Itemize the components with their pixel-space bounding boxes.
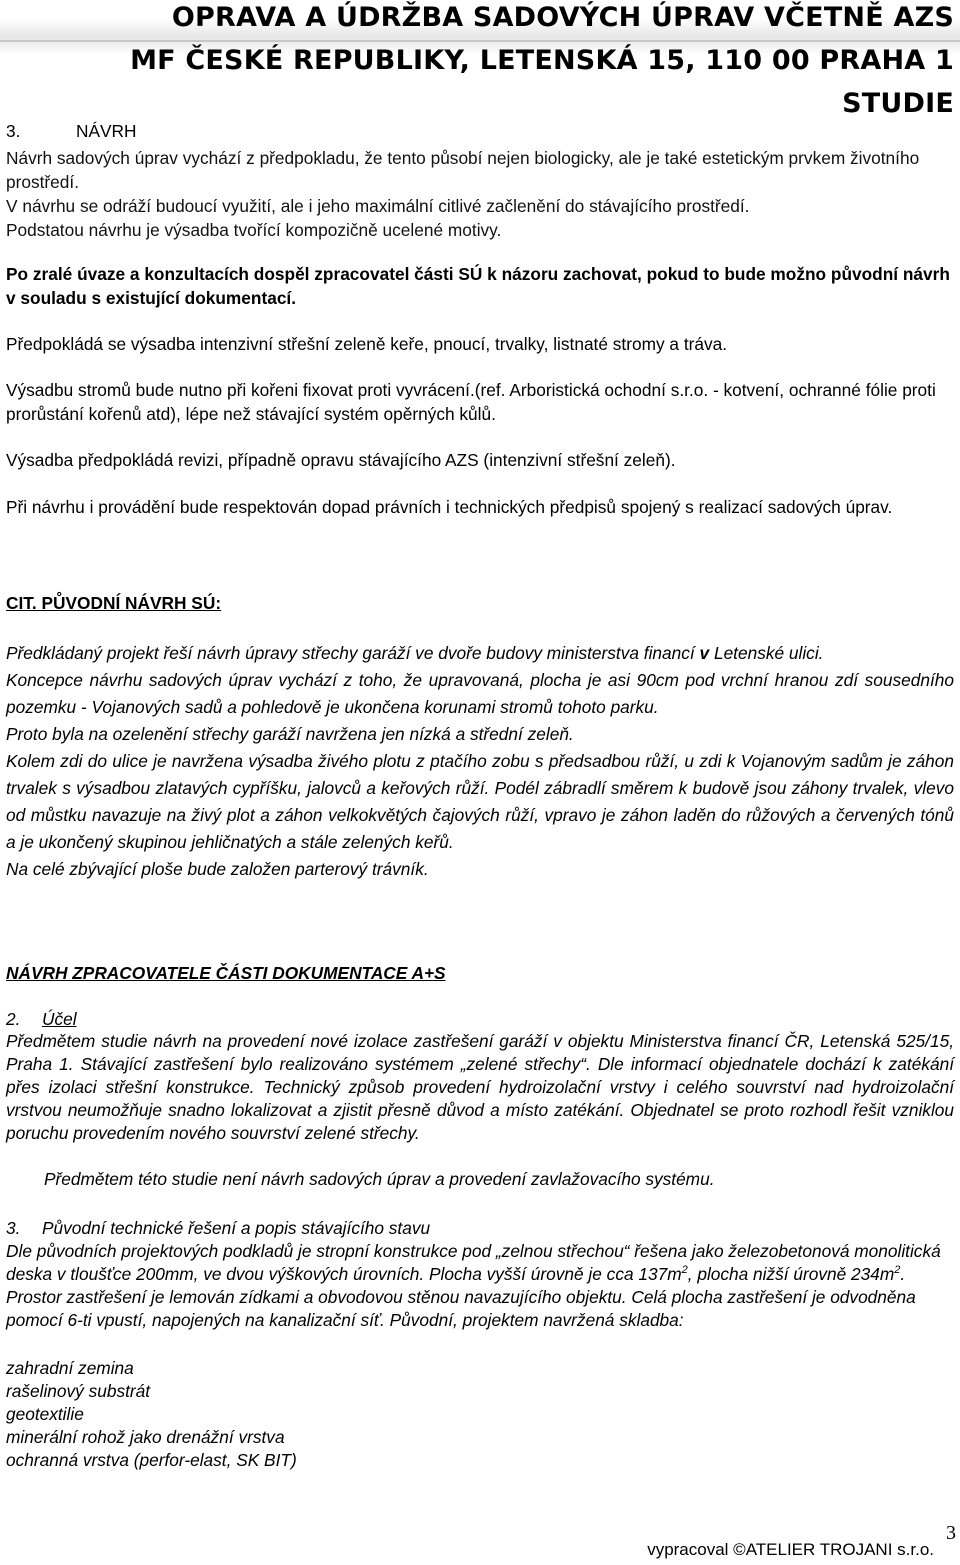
subsection-2-body: Předmětem studie návrh na provedení nové izolace zastřešení garáží v objektu Ministerstva financí ČR, Letenská 525/15, Praha 1. Stávající zastřešení bylo realizováno systémem „zelené střechy“. Dle informací objednatele dochází k zatékání přes izolaci střešní konstrukce. Technický způsob provedení hydroizolační vrstvy i celého souvrství nad hydroizolační vrstvou neumožňuje snadno lokalizovat a zjistit přesně důvod a místo zatékání. Objednatel se proto rozhodl řešit vzniklou poruchu provedením nového souvrství zelené střechy. [6,1031,954,1143]
text: , plocha nižší úrovně 234m [687,1264,895,1284]
subsection-title: Původní technické řešení a popis stávajícího stavu [42,1218,431,1238]
paragraph-bold: Po zralé úvaze a konzultacích dospěl zpracovatel části SÚ k názoru zachovat, pokud to bude možno původní návrh v souladu s existující dokumentací. [6,264,950,308]
paragraph: V návrhu se odráží budoucí využití, ale i jeho maximální citlivé začlenění do stávajícího prostředí. [6,196,750,216]
layer-item: minerální rohož jako drenážní vrstva [6,1427,285,1447]
cit-paragraph: Proto byla na ozelenění střechy garáží navržena jen nízká a střední zeleň. [6,724,574,744]
section-navrh-body [6,146,954,242]
layer-item: zahradní zemina [6,1358,134,1378]
cit-paragraph: Kolem zdi do ulice je navržena výsadba živého plotu z ptačího zobu s předsadbou růží, u zdi k Vojanovým sadům je záhon trvalek s výsadbou zlatavých cypříšku, jalovců a keřových růží. Podél zábradlí směrem k budově jsou záhony trvalek, vlevo od můstku navazuje na živý plot a záhon velkokvětých čajových růží, vpravo je záhon laděn do růžových a červených tónů a je ukončený skupinou jehličnatých a stále zelených keřů. [6,751,954,852]
text: Dle původních projektových podkladů je stropní konstrukce pod „zelnou střechou“ řešena jako železobetonová monolitická deska v tloušťce 200mm, ve dvou výškových úrovních. Plocha vyšší úrovně je cca 137m [6,1241,941,1284]
section-title: NÁVRH [76,121,137,141]
subsection-3-body [6,1240,954,1332]
page-header [0,0,960,92]
paragraph: Předpokládá se výsadba intenzivní střešní zeleně keře, pnoucí, trvalky, listnaté stromy a tráva. [6,334,728,354]
subsection-3-heading [6,1217,954,1239]
paragraph: Podstatou návrhu je výsadba tvořící kompozičně ucelené motivy. [6,220,502,240]
paragraph: Návrh sadových úprav vychází z předpokladu, že tento působí nejen biologicky, ale je také estetickým prvkem životního prostředí. [6,148,920,192]
paragraph: Výsadbu stromů bude nutno při kořeni fixovat proti vyvrácení.(ref. Arboristická ochodní s.r.o. - kotvení, ochranné fólie proti prorůstání kořenů atd), lépe než stávající systém opěrných kůlů. [6,380,936,424]
text: . Prostor zastřešení je lemován zídkami a obvodovou stěnou navazujícího objektu. Celá plocha zastřešení je odvodněna pomocí 6-ti vpustí, napojených na kanalizační síť. Původní, projektem navržená skladba: [6,1264,916,1330]
header-title-line2: MF ČESKÉ REPUBLIKY, LETENSKÁ 15, 110 00 PRAHA 1 [130,45,954,76]
cit-paragraph [6,640,954,667]
header-title-line1: OPRAVA A ÚDRŽBA SADOVÝCH ÚPRAV VČETNĚ AZS [171,2,954,33]
layer-item: geotextilie [6,1404,84,1424]
cit-title: CIT. PŮVODNÍ NÁVRH SÚ: [6,593,222,613]
section-number: 3. [6,121,21,141]
paragraph: Při návrhu i provádění bude respektován dopad právních i technických předpisů spojený s realizací sadových úprav. [6,497,893,517]
cit-title-wrap [6,592,954,614]
subsection-2-note: Předmětem této studie není návrh sadových úprav a provedení zavlažovacího systému. [44,1169,715,1189]
cit-paragraph: Na celé zbývající ploše bude založen parterový trávník. [6,859,429,879]
page-number: 3 [946,1522,956,1544]
cit-paragraph: Koncepce návrhu sadových úprav vychází z toho, že upravovaná, plocha je asi 90cm pod vrchní hranou zdí sousedního pozemku - Vojanových sadů a pohledově je ukončena korunami stromů tohoto parku. [6,670,954,717]
superscript: 2 [894,1264,901,1277]
cit-text: Předkládaný projekt řeší návrh úpravy střechy garáží ve dvoře budovy ministerstva financí [6,643,695,663]
subsection-number: 3. [6,1218,21,1238]
layer-list [6,1357,954,1472]
paragraph: Výsadba předpokládá revizi, případně opravu stávajícího AZS (intenzivní střešní zeleň). [6,450,676,470]
header-divider [0,40,960,42]
subsection-title: Účel [42,1009,77,1029]
header-title-line3: STUDIE [842,88,954,119]
subsection-2-heading [6,1008,954,1030]
cit-body [6,640,954,883]
layer-item: rašelinový substrát [6,1381,151,1401]
layer-item: ochranná vrstva (perfor-elast, SK BIT) [6,1450,297,1470]
footer-credit: vypracoval ©ATELIER TROJANI s.r.o. [647,1540,934,1559]
subsection-number: 2. [6,1009,21,1029]
superscript: 2 [681,1264,688,1277]
section-navrh [6,120,954,142]
section-heading [6,120,954,142]
cit-text: Letenské ulici. [713,643,824,663]
author-section-title: NÁVRH ZPRACOVATELE ČÁSTI DOKUMENTACE A+S [6,963,446,983]
cit-bold-letter: v [699,643,710,663]
